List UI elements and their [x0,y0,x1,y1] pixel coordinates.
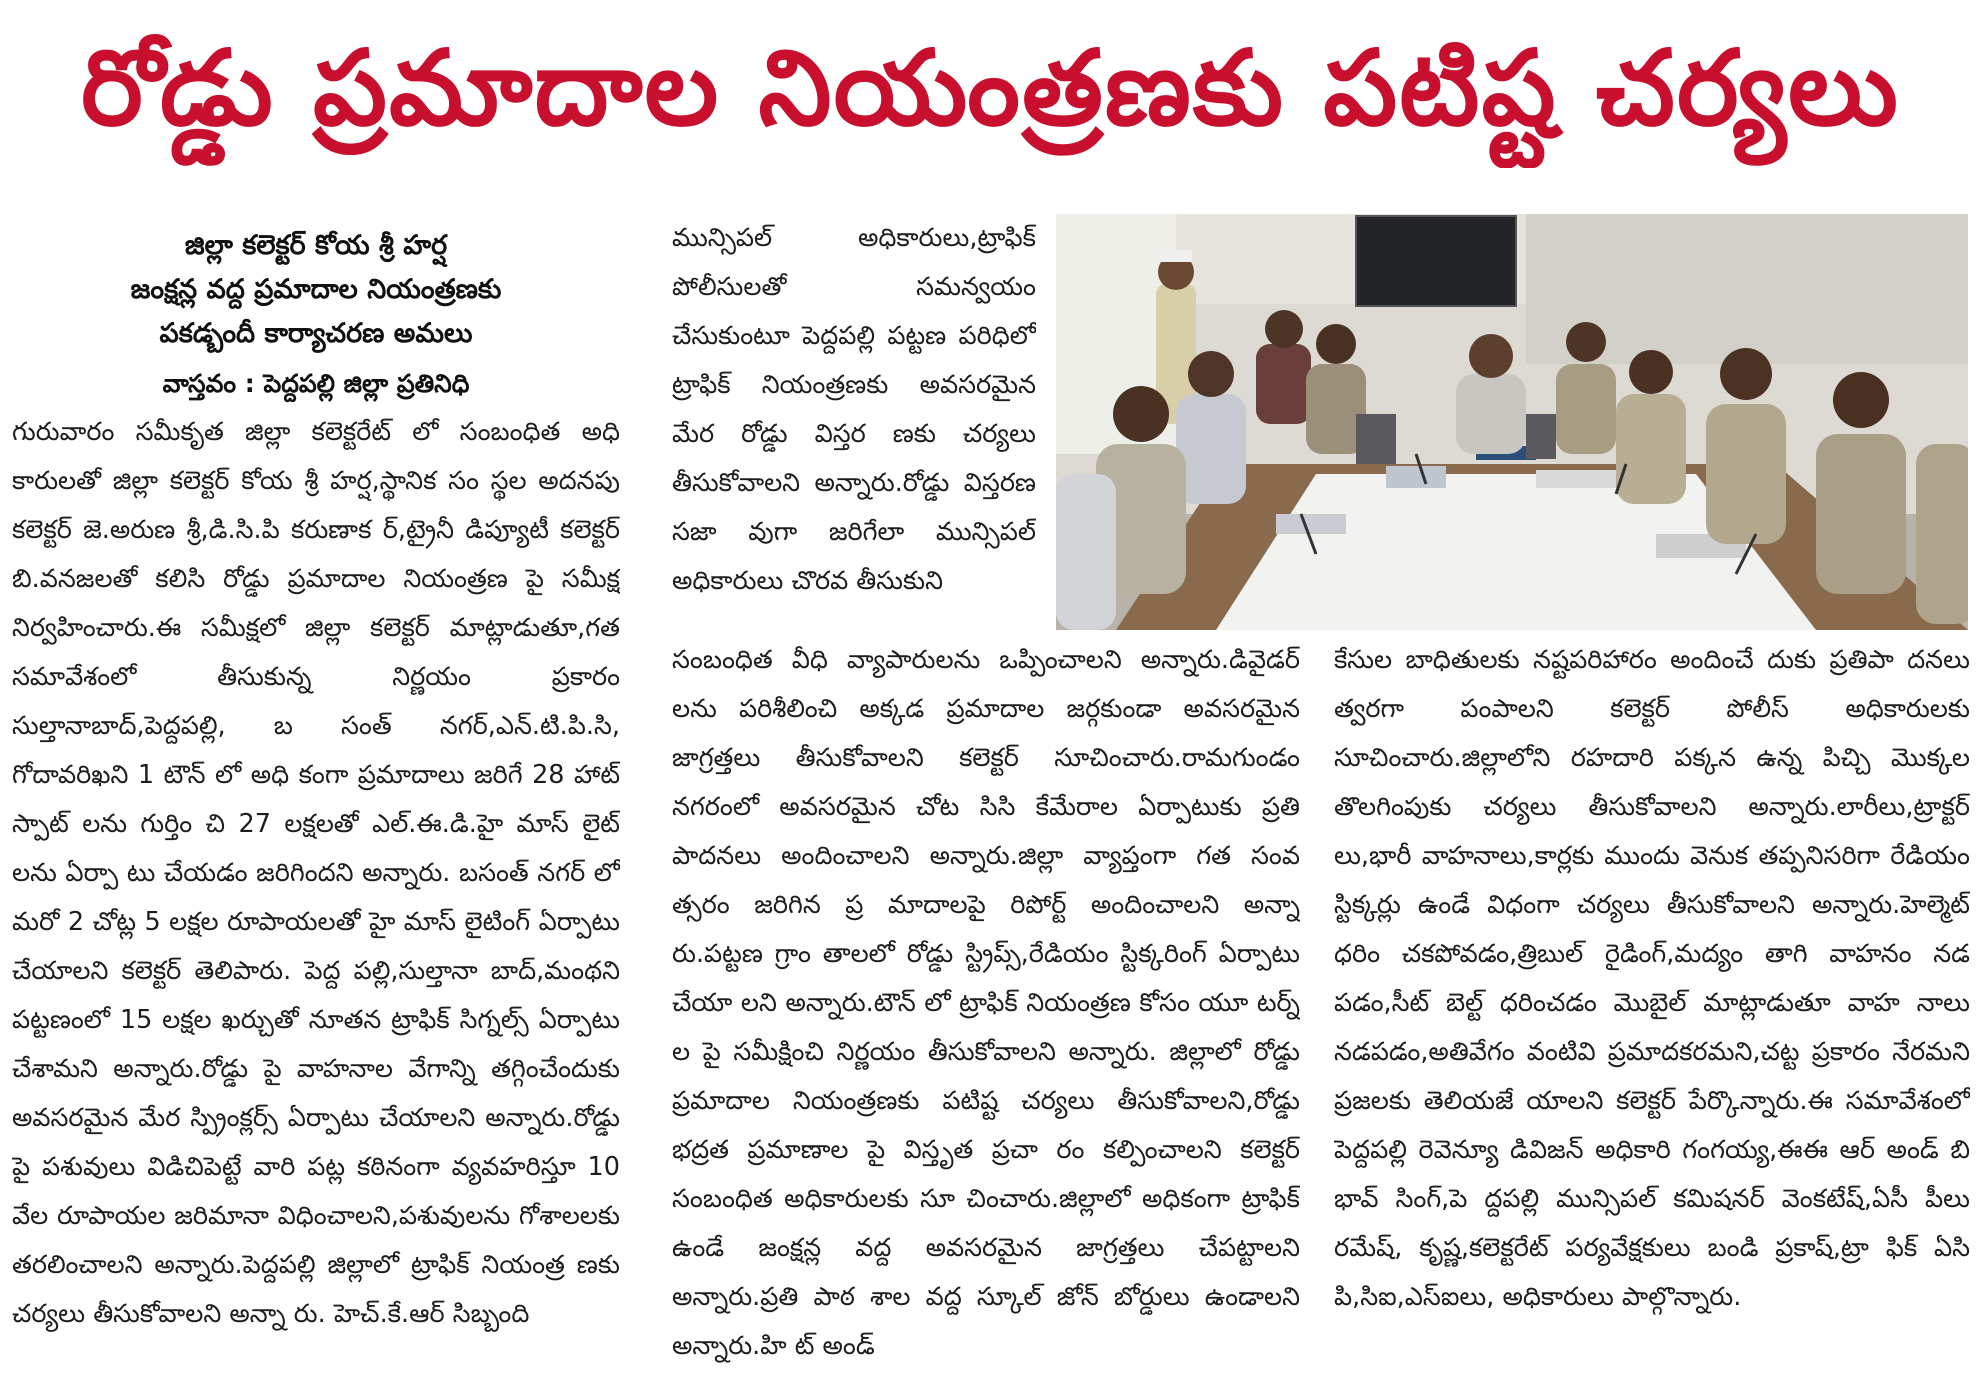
headline: రోడ్డు ప్రమాదాల నియంత్రణకు పటిష్ట చర్యలు [81,27,1900,149]
column-3-text: కేసుల బాధితులకు నష్టపరిహారం అందించే దుకు ప్రతిపా దనలు త్వరగా పంపాలని కలెక్టర్ పోలీస్ అధికారులకు సూచించారు.జిల్లాలోని రహదారి పక్కన ఉన్న పిచ్చి మొక్కల తొలగింపుకు చర్యలు తీసుకోవాలని అన్నారు.లారీలు,ట్రాక్టర్ లు,భారీ వాహనాలు,కార్లకు ముందు వెనుక తప్పనిసరిగా రేడియం స్టిక్కర్లు ఉండే విధంగా చర్యలు తీసుకోవాలని అన్నారు.హెల్మెట్ ధరిం చకపోవడం,త్రిబుల్ రైడింగ్,మద్యం తాగి వాహనం నడ పడం,సీట్ బెల్ట్ ధరించడం మొబైల్ మాట్లాడుతూ వాహ నాలు నడపడం,అతివేగం వంటివి ప్రమాదకరమని,చట్ట ప్రకారం నేరమని ప్రజలకు తెలియజే యాలని కలెక్టర్ పేర్కొన్నారు.ఈ సమావేశంలో పెద్దపల్లి రెవెన్యూ డివిజన్ అధికారి గంగయ్య,ఈఈ ఆర్ అండ్ బి భావ్ సింగ్,పె ద్దపల్లి మున్సిపల్ కమిషనర్ వెంకటేష్,ఏసీ పీలు రమేష్, కృష్ణ,కలెక్టరేట్ పర్యవేక్షకులు బండి ప్రకాష్,ట్రా ఫిక్ ఏసి పి,సిఐ,ఎస్ఐలు, అధికారులు పాల్గొన్నారు. [1334,645,1970,1312]
column-2-top-text: మున్సిపల్ అధికారులు,ట్రాఫిక్ పోలీసులతో సమన్వయం చేసుకుంటూ పెద్దపల్లి పట్టణ పరిధిలో ట్రాఫిక్ నియంత్రణకు అవసరమైన మేర రోడ్డు విస్తర ణకు చర్యలు తీసుకోవాలని అన్నారు.రోడ్డు విస్తరణ సజా వుగా జరిగేలా మున్సిపల్ అధికారులు చొరవ తీసుకుని [672,223,1036,596]
dateline: వాస్తవం : పెద్దపల్లి జిల్లా ప్రతినిధి [162,369,470,398]
meeting-photo-illustration [1056,214,1968,630]
subhead-line-3: పకడ్బందీ కార్యాచరణ అమలు [159,318,473,349]
article-column-2-bottom [672,636,1300,1378]
subheadline [12,224,620,406]
subhead-line-2: జంక్షన్ల వద్ద ప్రమాదాల నియంత్రణకు [130,274,502,305]
article-column-1 [12,408,620,1378]
subhead-line-1: జిల్లా కలెక్టర్ కోయ శ్రీ హర్ష [184,230,448,261]
column-2-bottom-text: సంబంధిత వీధి వ్యాపారులను ఒప్పించాలని అన్నారు.డివైడర్ లను పరిశీలించి అక్కడ ప్రమాదాల జర్గకుండా అవసరమైన జాగ్రత్తలు తీసుకోవాలని కలెక్టర్ సూచించారు.రామగుండం నగరంలో అవసరమైన చోట సిసి కేమేరాల ఏర్పాటుకు ప్రతి పాదనలు అందించాలని అన్నారు.జిల్లా వ్యాప్తంగా గత సంవ త్సరం జరిగిన ప్ర మాదాలపై రిపోర్ట్ అందించాలని అన్నా రు.పట్టణ గ్రాం తాలలో రోడ్డు స్ట్రిప్స్,రేడియం స్టిక్కరింగ్ ఏర్పాటు చేయా లని అన్నారు.టౌన్ లో ట్రాఫిక్ నియంత్రణ కోసం యూ టర్న్ ల పై సమీక్షించి నిర్ణయం తీసుకోవాలని అన్నారు. జిల్లాలో రోడ్డు ప్రమాదాల నియంత్రణకు పటిష్ట చర్యలు తీసుకోవాలని,రోడ్డు భద్రత ప్రమాణాల పై విస్తృత ప్రచా రం కల్పించాలని కలెక్టర్ సంబంధిత అధికారులకు సూ చించారు.జిల్లాలో అధికంగా ట్రాఫిక్ ఉండే జంక్షన్ల వద్ద అవసరమైన జాగ్రత్తలు చేపట్టాలని అన్నారు.ప్రతి పాఠ శాల వద్ద స్కూల్ జోన్ బోర్డులు ఉండాలని అన్నారు.హి ట్ అండ్ [672,645,1300,1361]
article-column-3 [1334,636,1970,1378]
meeting-photo [1056,214,1968,630]
article-column-2-top [672,214,1036,630]
column-1-text: గురువారం సమీకృత జిల్లా కలెక్టరేట్ లో సంబంధిత అధి కారులతో జిల్లా కలెక్టర్ కోయ శ్రీ హర్ష,స్థానిక సం స్థల అదనపు కలెక్టర్ జె.అరుణ శ్రీ,డి.సి.పి కరుణాక ర్,ట్రైనీ డిప్యూటీ కలెక్టర్ బి.వనజలతో కలిసి రోడ్డు ప్రమాదాల నియంత్రణ పై సమీక్ష నిర్వహించారు.ఈ సమీక్షలో జిల్లా కలెక్టర్ మాట్లాడుతూ,గత సమావేశంలో తీసుకున్న నిర్ణయం ప్రకారం సుల్తానాబాద్,పెద్దపల్లి, బ సంత్ నగర్,ఎన్.టి.పి.సి, గోదావరిఖని 1 టౌన్ లో అధి కంగా ప్రమాదాలు జరిగే 28 హాట్ స్పాట్ లను గుర్తిం చి 27 లక్షలతో ఎల్.ఈ.డి.హై మాస్ లైట్ లను ఏర్పా టు చేయడం జరిగిందని అన్నారు. బసంత్ నగర్ లో మరో 2 చోట్ల 5 లక్షల రూపాయలతో హై మాస్ లైటింగ్ ఏర్పాటు చేయాలని కలెక్టర్ తెలిపారు. పెద్ద పల్లి,సుల్తానా బాద్,మంథని పట్టణంలో 15 లక్షల ఖర్చుతో నూతన ట్రాఫిక్ సిగ్నల్స్ ఏర్పాటు చేశామని అన్నారు.రోడ్డు పై వాహనాల వేగాన్ని తగ్గించేందుకు అవసరమైన మేర స్ప్రింక్లర్స్ ఏర్పాటు చేయాలని అన్నారు.రోడ్డు పై పశువులు విడిచిపెట్టే వారి పట్ల కఠినంగా వ్యవహరిస్తూ 10 వేల రూపాయల జరిమానా విధించాలని,పశువులను గోశాలలకు తరలించాలని అన్నారు.పెద్దపల్లి జిల్లాలో ట్రాఫిక్ నియంత్ర ణకు చర్యలు తీసుకోవాలని అన్నా రు. హెచ్.కే.ఆర్ సిబ్బంది [12,417,620,1329]
